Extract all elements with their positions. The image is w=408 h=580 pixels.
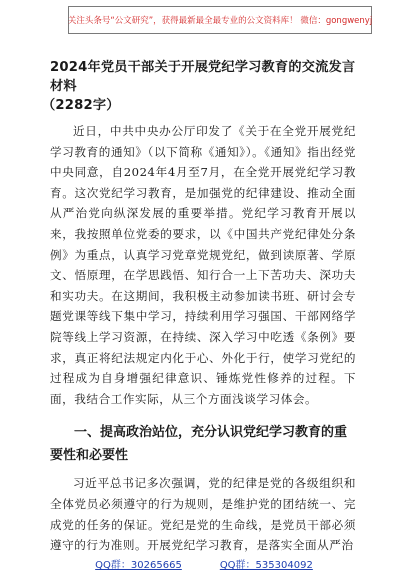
- document-body: [42, 58, 356, 556]
- paragraph-intro: 近日，中共中央办公厅印发了《关于在全党开展党纪学习教育的通知》（以下简称《通知》）。《通知》指出经党中央同意，自2024年4月至7月，在全党开展党纪学习教育。这次党纪学习教育，是加强党的纪律建设、推动全面从严治党向纵深发展的重要举措。党纪学习教育开展以来，我按照单位党委的要求，以《中国共产党纪律处分条例》为重点，认真学习党章党规党纪，做到读原著、学原文、悟原理，在学思践悟、知行合一上下苦功夫、深功夫和实功夫。在这期间，我积极主动参加读书班、研讨会专题党课等线下集中学习，持续利用学习强国、干部网络学院等线上学习资源，在持续、深入学习中吃透《条例》要求，真正将纪法规定内化于心、外化于行，使学习党纪的过程成为自身增强纪律意识、锤炼党性修养的过程。下面，我结合工作实际，从三个方面浅谈学习体会。: [50, 124, 356, 406]
- qq-group-link-1[interactable]: QQ群：30265665: [95, 560, 182, 571]
- section-heading-1: 一、提高政治站位，充分认识党纪学习教育的重要性和必要性: [50, 425, 348, 464]
- paragraph-section-1: 习近平总书记多次强调，党的纪律是党的各级组织和全体党员必须遵守的行为规则，是维护党的团结统一、完成党的任务的保证。党纪是党的生命线，是党员干部必须遵守的行为准则。开展党纪学习教育，是落实全面从严治: [50, 476, 356, 553]
- document-title: [42, 58, 356, 115]
- header-banner: 关注头条号“公文研究”，获得最新最全最专业的公文资料库！ 微信：gongwenyj: [68, 6, 372, 34]
- title-word-count: （2282字）: [42, 98, 120, 113]
- title-main: 2024年党员干部关于开展党纪学习教育的交流发言材料: [50, 60, 356, 94]
- qq-group-link-2[interactable]: QQ群：535304092: [219, 560, 313, 571]
- footer-contacts: [0, 556, 408, 576]
